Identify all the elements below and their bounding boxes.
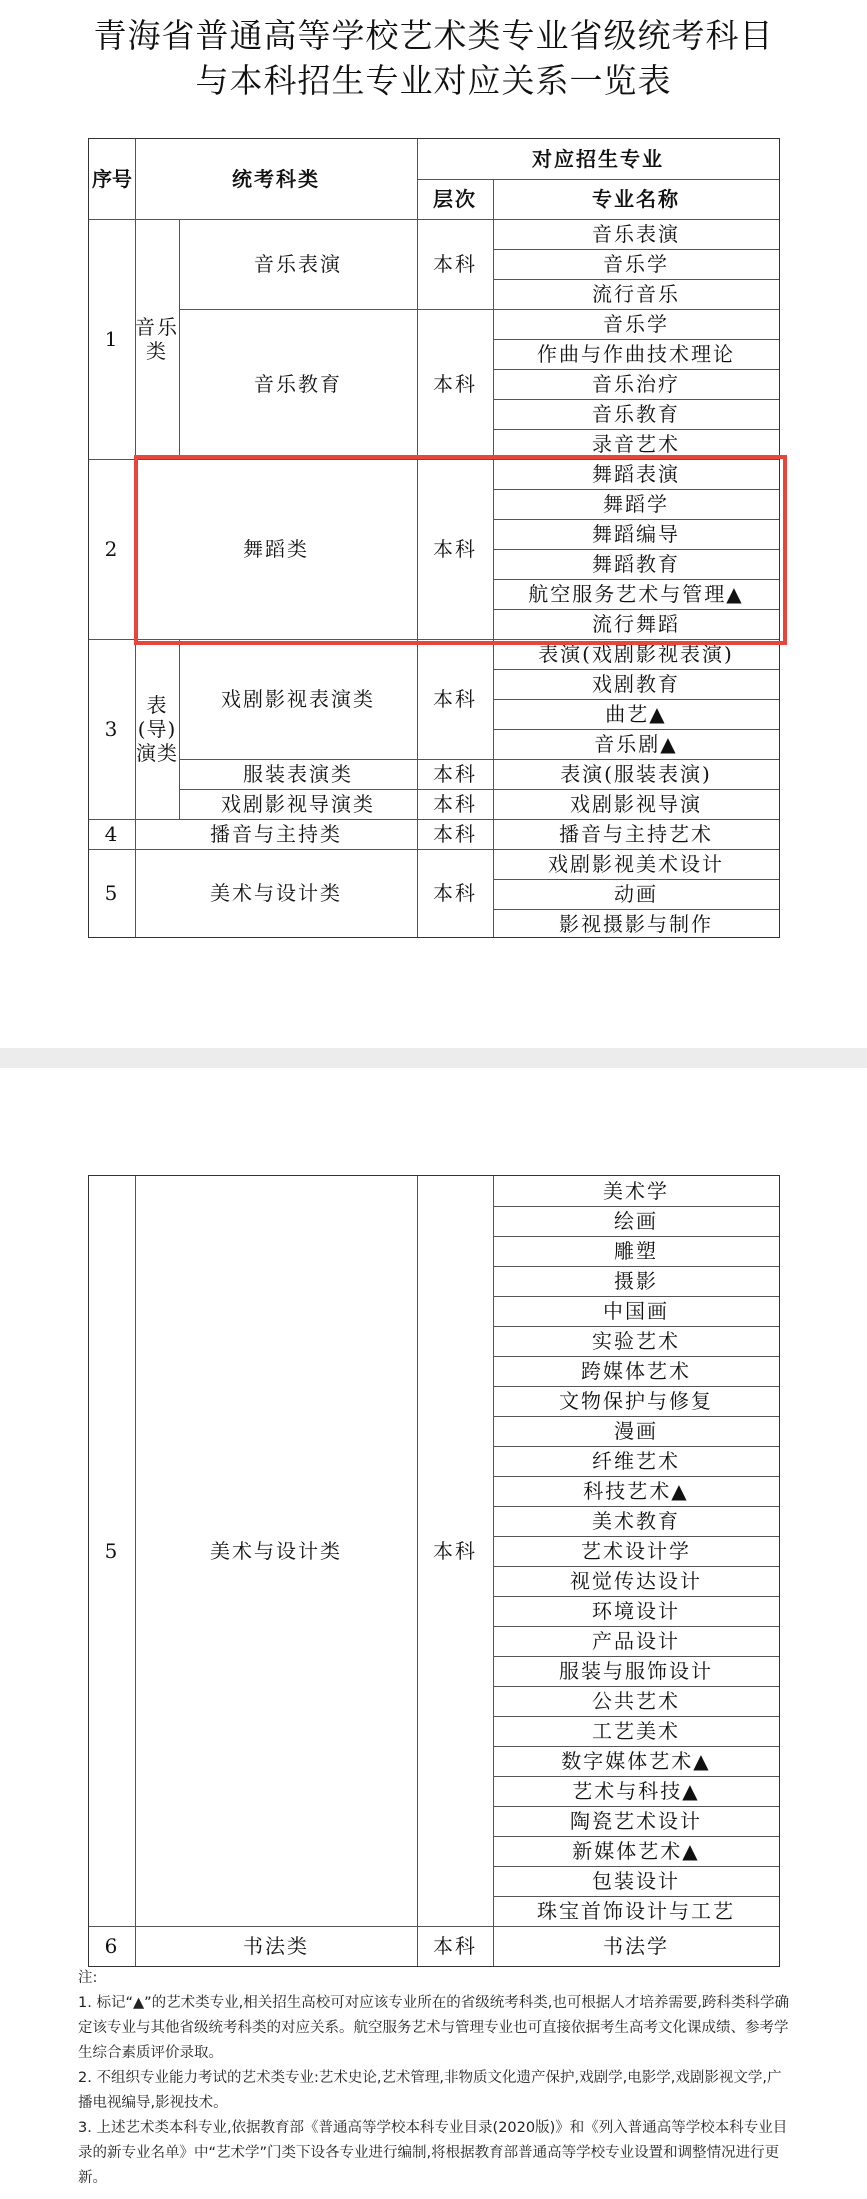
- major-name-cell: 流行舞蹈: [592, 612, 680, 636]
- subcategory-fashion-performance: 服装表演类: [243, 762, 353, 786]
- page-separator: [0, 1048, 867, 1068]
- document-title-line2: 与本科招生专业对应关系一览表: [195, 61, 672, 100]
- major-name-cell: 数字媒体艺术▲: [561, 1749, 711, 1773]
- major-name-cell: 音乐治疗: [592, 372, 680, 396]
- table-rule: [493, 879, 779, 880]
- major-name-cell: 视觉传达设计: [570, 1569, 702, 1593]
- table-rule: [493, 399, 779, 400]
- major-name-cell: 工艺美术: [592, 1719, 680, 1743]
- table-rule: [493, 1566, 779, 1567]
- table-rule: [493, 1536, 779, 1537]
- table-rule: [493, 1746, 779, 1747]
- level-art-design: 本科: [433, 881, 477, 905]
- seq-6: 6: [104, 1934, 120, 1958]
- table-rule: [417, 179, 779, 180]
- major-name-cell: 戏剧教育: [592, 672, 680, 696]
- table-rule: [493, 1866, 779, 1867]
- table-rule: [493, 1656, 779, 1657]
- level-calligraphy: 本科: [433, 1934, 477, 1958]
- major-name-cell: 音乐剧▲: [594, 732, 678, 756]
- level-music-education: 本科: [433, 372, 477, 396]
- major-name-cell: 陶瓷艺术设计: [570, 1809, 702, 1833]
- major-name-cell: 音乐学: [603, 252, 669, 276]
- header-major-name: 专业名称: [592, 187, 680, 211]
- level-art-design: 本科: [433, 1539, 477, 1563]
- table-rule: [493, 1266, 779, 1267]
- table-rule: [493, 1836, 779, 1837]
- table-rule: [493, 729, 779, 730]
- major-name-cell: 服装与服饰设计: [559, 1659, 713, 1683]
- major-name-cell: 音乐教育: [592, 402, 680, 426]
- major-name-cell: 纤维艺术: [592, 1449, 680, 1473]
- category-broadcast: 播音与主持类: [210, 822, 342, 846]
- major-name-cell: 录音艺术: [592, 432, 680, 456]
- major-name-cell: 美术教育: [592, 1509, 680, 1533]
- major-name-cell: 动画: [614, 882, 658, 906]
- major-name-cell: 文物保护与修复: [559, 1389, 713, 1413]
- major-name-cell: 戏剧影视美术设计: [548, 852, 724, 876]
- table-rule: [493, 669, 779, 670]
- table-rule: [493, 1686, 779, 1687]
- seq-1: 1: [104, 327, 120, 351]
- major-name-cell: 舞蹈编导: [592, 522, 680, 546]
- major-name-cell: 戏剧影视导演: [570, 792, 702, 816]
- major-name-cell: 新媒体艺术▲: [572, 1839, 700, 1863]
- document-page-1: [0, 0, 867, 1048]
- subcategory-music-education: 音乐教育: [254, 372, 342, 396]
- note-2: 2. 不组织专业能力考试的艺术类专业:艺术史论,艺术管理,非物质文化遗产保护,戏剧学,电影学,戏剧影视文学,广播电视编导,影视技术。: [78, 2070, 782, 2111]
- category-music: 音乐类: [135, 315, 179, 363]
- table-rule: [493, 1236, 779, 1237]
- major-name-cell: 环境设计: [592, 1599, 680, 1623]
- highlight-box-dance: [134, 455, 787, 645]
- major-name-cell: 中国画: [603, 1299, 669, 1323]
- table-rule: [493, 429, 779, 430]
- category-calligraphy: 书法类: [243, 1934, 309, 1958]
- table-rule: [493, 1206, 779, 1207]
- major-name-cell: 影视摄影与制作: [559, 912, 713, 936]
- header-seq: 序号: [92, 167, 132, 191]
- level-dance: 本科: [433, 537, 477, 561]
- table-rule: [493, 909, 779, 910]
- major-name-cell: 跨媒体艺术: [581, 1359, 691, 1383]
- major-name-cell: 表演(服装表演): [560, 762, 712, 786]
- subcategory-music-performance: 音乐表演: [254, 252, 342, 276]
- major-name-cell: 公共艺术: [592, 1689, 680, 1713]
- table-rule: [493, 249, 779, 250]
- major-name-cell: 美术学: [603, 1179, 669, 1203]
- level-broadcast: 本科: [433, 822, 477, 846]
- major-name-cell: 漫画: [614, 1419, 658, 1443]
- level-music-performance: 本科: [433, 252, 477, 276]
- major-name-cell: 产品设计: [592, 1629, 680, 1653]
- document-title-line1: 青海省普通高等学校艺术类专业省级统考科目: [93, 16, 774, 55]
- table-rule: [493, 699, 779, 700]
- note-3: 3. 上述艺术类本科专业,依据教育部《普通高等学校本科专业目录(2020版)》和《列入普通高等学校本科专业目录的新专业名单》中“艺术学”门类下设各专业进行编制,将根据教育部普通高等学校专业设置和调整情况进行更新。: [78, 2120, 788, 2186]
- major-name-cell: 雕塑: [614, 1239, 658, 1263]
- table-rule: [493, 1776, 779, 1777]
- level-drama-performance: 本科: [433, 687, 477, 711]
- seq-4: 4: [104, 822, 120, 846]
- table-rule: [493, 1356, 779, 1357]
- subcategory-drama-performance: 戏剧影视表演类: [221, 687, 375, 711]
- major-name-cell: 曲艺▲: [605, 702, 667, 726]
- table-rule: [493, 1446, 779, 1447]
- mapping-table-continued: [88, 1175, 780, 1967]
- level-fashion-performance: 本科: [433, 762, 477, 786]
- major-name-cell: 播音与主持艺术: [559, 822, 713, 846]
- table-rule: [493, 279, 779, 280]
- major-name-cell: 包装设计: [592, 1869, 680, 1893]
- major-name-cell: 舞蹈教育: [592, 552, 680, 576]
- major-name-cell: 音乐学: [603, 312, 669, 336]
- table-rule: [493, 1596, 779, 1597]
- category-drama: 表(导)演类: [136, 693, 178, 765]
- major-name-cell: 航空服务艺术与管理▲: [528, 582, 744, 606]
- major-name-cell: 艺术设计学: [581, 1539, 691, 1563]
- table-rule: [493, 339, 779, 340]
- header-enroll: 对应招生专业: [532, 147, 664, 171]
- major-name-cell: 摄影: [614, 1269, 658, 1293]
- major-name-cell: 实验艺术: [592, 1329, 680, 1353]
- table-rule: [493, 1716, 779, 1717]
- category-art-design: 美术与设计类: [210, 881, 342, 905]
- note-1: 1. 标记“▲”的艺术类专业,相关招生高校可对应该专业所在的省级统考科类,也可根据人才培养需要,跨科类科学确定该专业与其他省级统考科类的对应关系。航空服务艺术与管理专业也可直接依据考生高考文化课成绩、参考学生综合素质评价录取。: [78, 1995, 789, 2061]
- table-rule: [493, 1626, 779, 1627]
- major-name-cell: 音乐表演: [592, 222, 680, 246]
- level-drama-directing: 本科: [433, 792, 477, 816]
- major-name-cell: 艺术与科技▲: [572, 1779, 700, 1803]
- table-rule: [493, 1296, 779, 1297]
- table-rule: [493, 1386, 779, 1387]
- major-name-cell: 舞蹈学: [603, 492, 669, 516]
- table-rule: [493, 1896, 779, 1897]
- seq-5: 5: [104, 1539, 120, 1563]
- table-rule: [493, 1326, 779, 1327]
- category-art-design: 美术与设计类: [210, 1539, 342, 1563]
- table-rule: [493, 369, 779, 370]
- seq-3: 3: [104, 717, 120, 741]
- major-name-cell: 科技艺术▲: [583, 1479, 689, 1503]
- major-name-cell: 作曲与作曲技术理论: [537, 342, 735, 366]
- table-rule: [493, 1806, 779, 1807]
- header-level: 层次: [433, 187, 477, 211]
- major-name-cell: 流行音乐: [592, 282, 680, 306]
- major-name-cell: 书法学: [603, 1934, 669, 1958]
- major-name-cell: 舞蹈表演: [592, 462, 680, 486]
- document-page-2: [0, 1068, 867, 2199]
- table-rule: [493, 1506, 779, 1507]
- major-name-cell: 表演(戏剧影视表演): [538, 642, 734, 666]
- notes-label: 注:: [78, 1970, 98, 1986]
- seq-5: 5: [104, 881, 120, 905]
- major-name-cell: 珠宝首饰设计与工艺: [537, 1899, 735, 1923]
- notes-section: [78, 1966, 790, 2191]
- table-rule: [493, 1416, 779, 1417]
- category-dance: 舞蹈类: [243, 537, 309, 561]
- subcategory-drama-directing: 戏剧影视导演类: [221, 792, 375, 816]
- major-name-cell: 绘画: [614, 1209, 658, 1233]
- header-category: 统考科类: [232, 167, 320, 191]
- table-rule: [493, 1476, 779, 1477]
- seq-2: 2: [104, 537, 120, 561]
